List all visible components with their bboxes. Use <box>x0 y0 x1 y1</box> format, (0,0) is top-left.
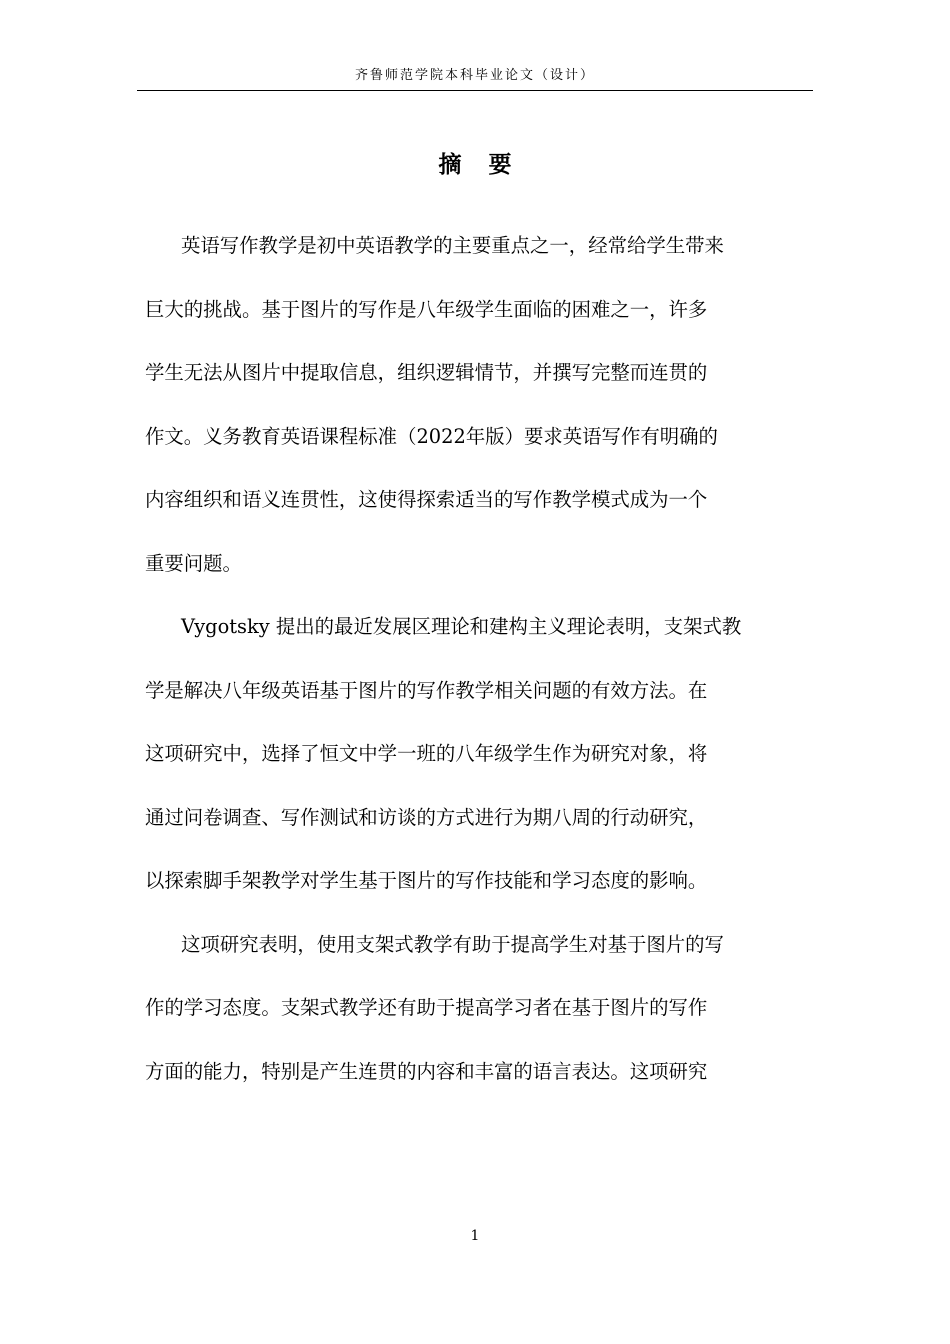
abstract-title: 摘要 <box>438 152 539 178</box>
paragraph-1-line-6: 重要问题。 <box>145 551 242 575</box>
paragraph-1-line-1: 英语写作教学是初中英语教学的主要重点之一，经常给学生带来 <box>181 234 724 257</box>
paragraph-3-line-1: 这项研究表明，使用支架式教学有助于提高学生对基于图片的写 <box>181 932 724 956</box>
page-header <box>137 68 813 91</box>
paragraph-1-line-2: 巨大的挑战。基于图片的写作是八年级学生面临的困难之一，许多 <box>145 297 708 321</box>
paragraph-2-line-2: 学是解决八年级英语基于图片的写作教学相关问题的有效方法。在 <box>145 678 708 702</box>
paragraph-3-line-2: 作的学习态度。支架式教学还有助于提高学习者在基于图片的写作 <box>145 996 708 1019</box>
paragraph-1-line-3: 学生无法从图片中提取信息，组织逻辑情节，并撰写完整而连贯的 <box>145 361 708 384</box>
paragraph-2-line-5: 以探索脚手架教学对学生基于图片的写作技能和学习态度的影响。 <box>145 869 708 892</box>
abstract-body <box>145 214 807 1103</box>
paragraph-1-line-5: 内容组织和语义连贯性，这使得探索适当的写作教学模式成为一个 <box>145 488 708 511</box>
paragraph-2-line-4: 通过问卷调查、写作测试和访谈的方式进行为期八周的行动研究， <box>145 805 708 829</box>
paragraph-3-line-3: 方面的能力，特别是产生连贯的内容和丰富的语言表达。这项研究 <box>145 1059 708 1083</box>
paragraph-2-line-3: 这项研究中，选择了恒文中学一班的八年级学生作为研究对象，将 <box>145 742 708 765</box>
page-header-text: 齐鲁师范学院本科毕业论文（设计） <box>354 68 595 83</box>
paragraph-1-line-4: 作文。义务教育英语课程标准（2022年版）要求英语写作有明确的 <box>145 424 718 448</box>
paragraph-2-line-1: Vygotsky 提出的最近发展区理论和建构主义理论表明，支架式教 <box>181 615 742 638</box>
page-number: 1 <box>470 1228 480 1244</box>
